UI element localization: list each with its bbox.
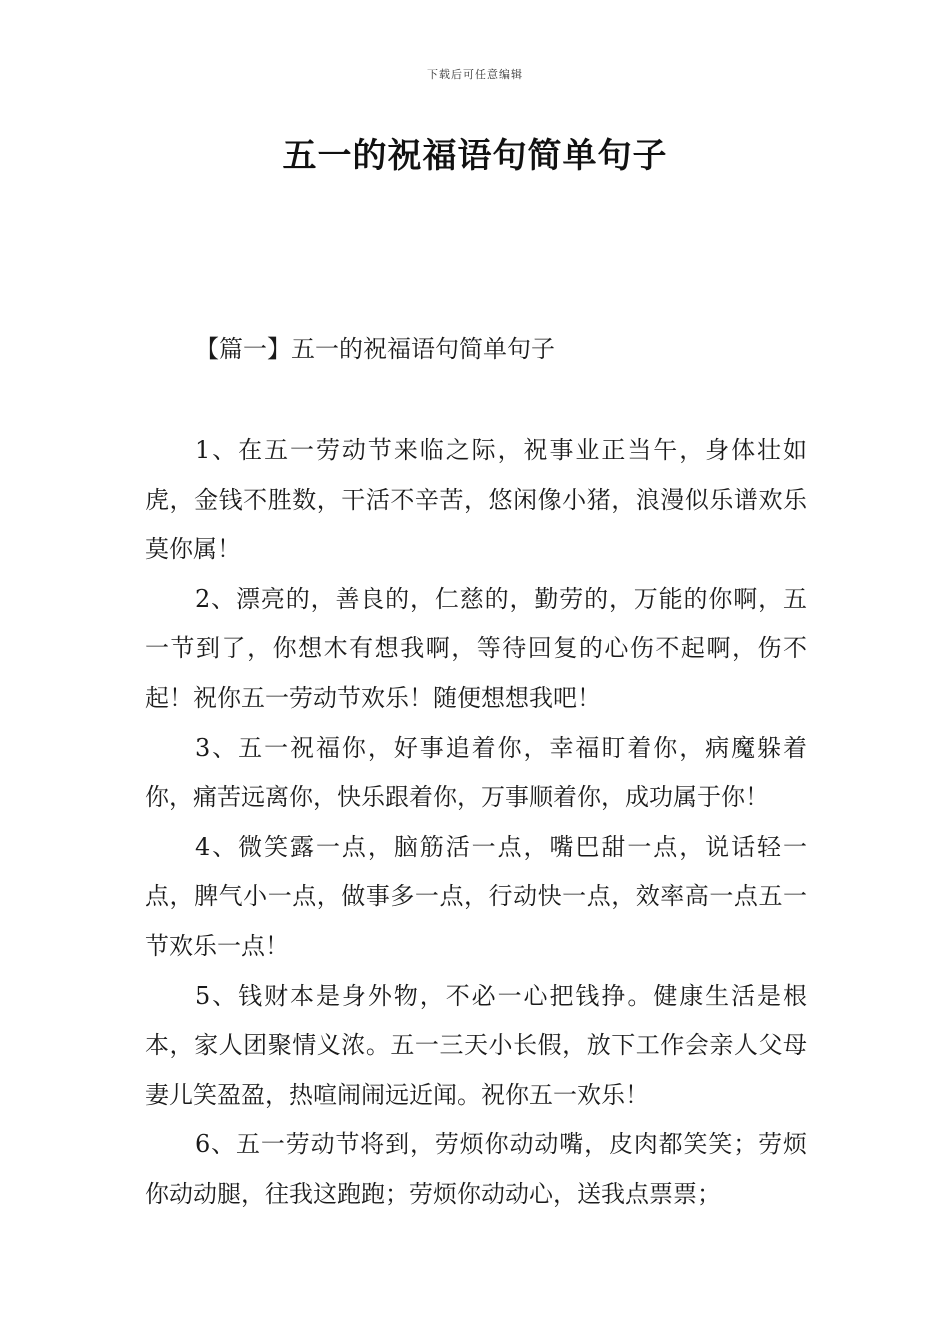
paragraph-6: 6、五一劳动节将到，劳烦你动动嘴，皮肉都笑笑；劳烦你动动腿，往我这跑跑；劳烦你动动心，送我点票票； [145, 1130, 807, 1208]
paragraph-4: 4、微笑露一点，脑筋活一点，嘴巴甜一点，说话轻一点，脾气小一点，做事多一点，行动快一点，效率高一点五一节欢乐一点！ [145, 832, 807, 960]
header-note: 下载后可任意编辑 [427, 68, 523, 81]
paragraph-5: 5、钱财本是身外物，不必一心把钱挣。健康生活是根本，家人团聚情义浓。五一三天小长假，放下工作会亲人父母妻儿笑盈盈，热喧闹闹远近闻。祝你五一欢乐！ [145, 981, 807, 1109]
paragraph-3: 3、五一祝福你，好事追着你，幸福盯着你，病魔躲着你，痛苦远离你，快乐跟着你，万事顺着你，成功属于你！ [145, 733, 807, 812]
section-heading: 【篇一】五一的祝福语句简单句子 [195, 335, 555, 363]
document-title: 五一的祝福语句简单句子 [282, 136, 668, 176]
paragraph-1: 1、在五一劳动节来临之际，祝事业正当午，身体壮如虎，金钱不胜数，干活不辛苦，悠闲像小猪，浪漫似乐谱欢乐莫你属！ [145, 436, 807, 564]
body-text [145, 426, 807, 1220]
paragraph-2: 2、漂亮的，善良的，仁慈的，勤劳的，万能的你啊，五一节到了，你想木有想我啊，等待回复的心伤不起啊，伤不起！祝你五一劳动节欢乐！随便想想我吧！ [145, 584, 807, 712]
